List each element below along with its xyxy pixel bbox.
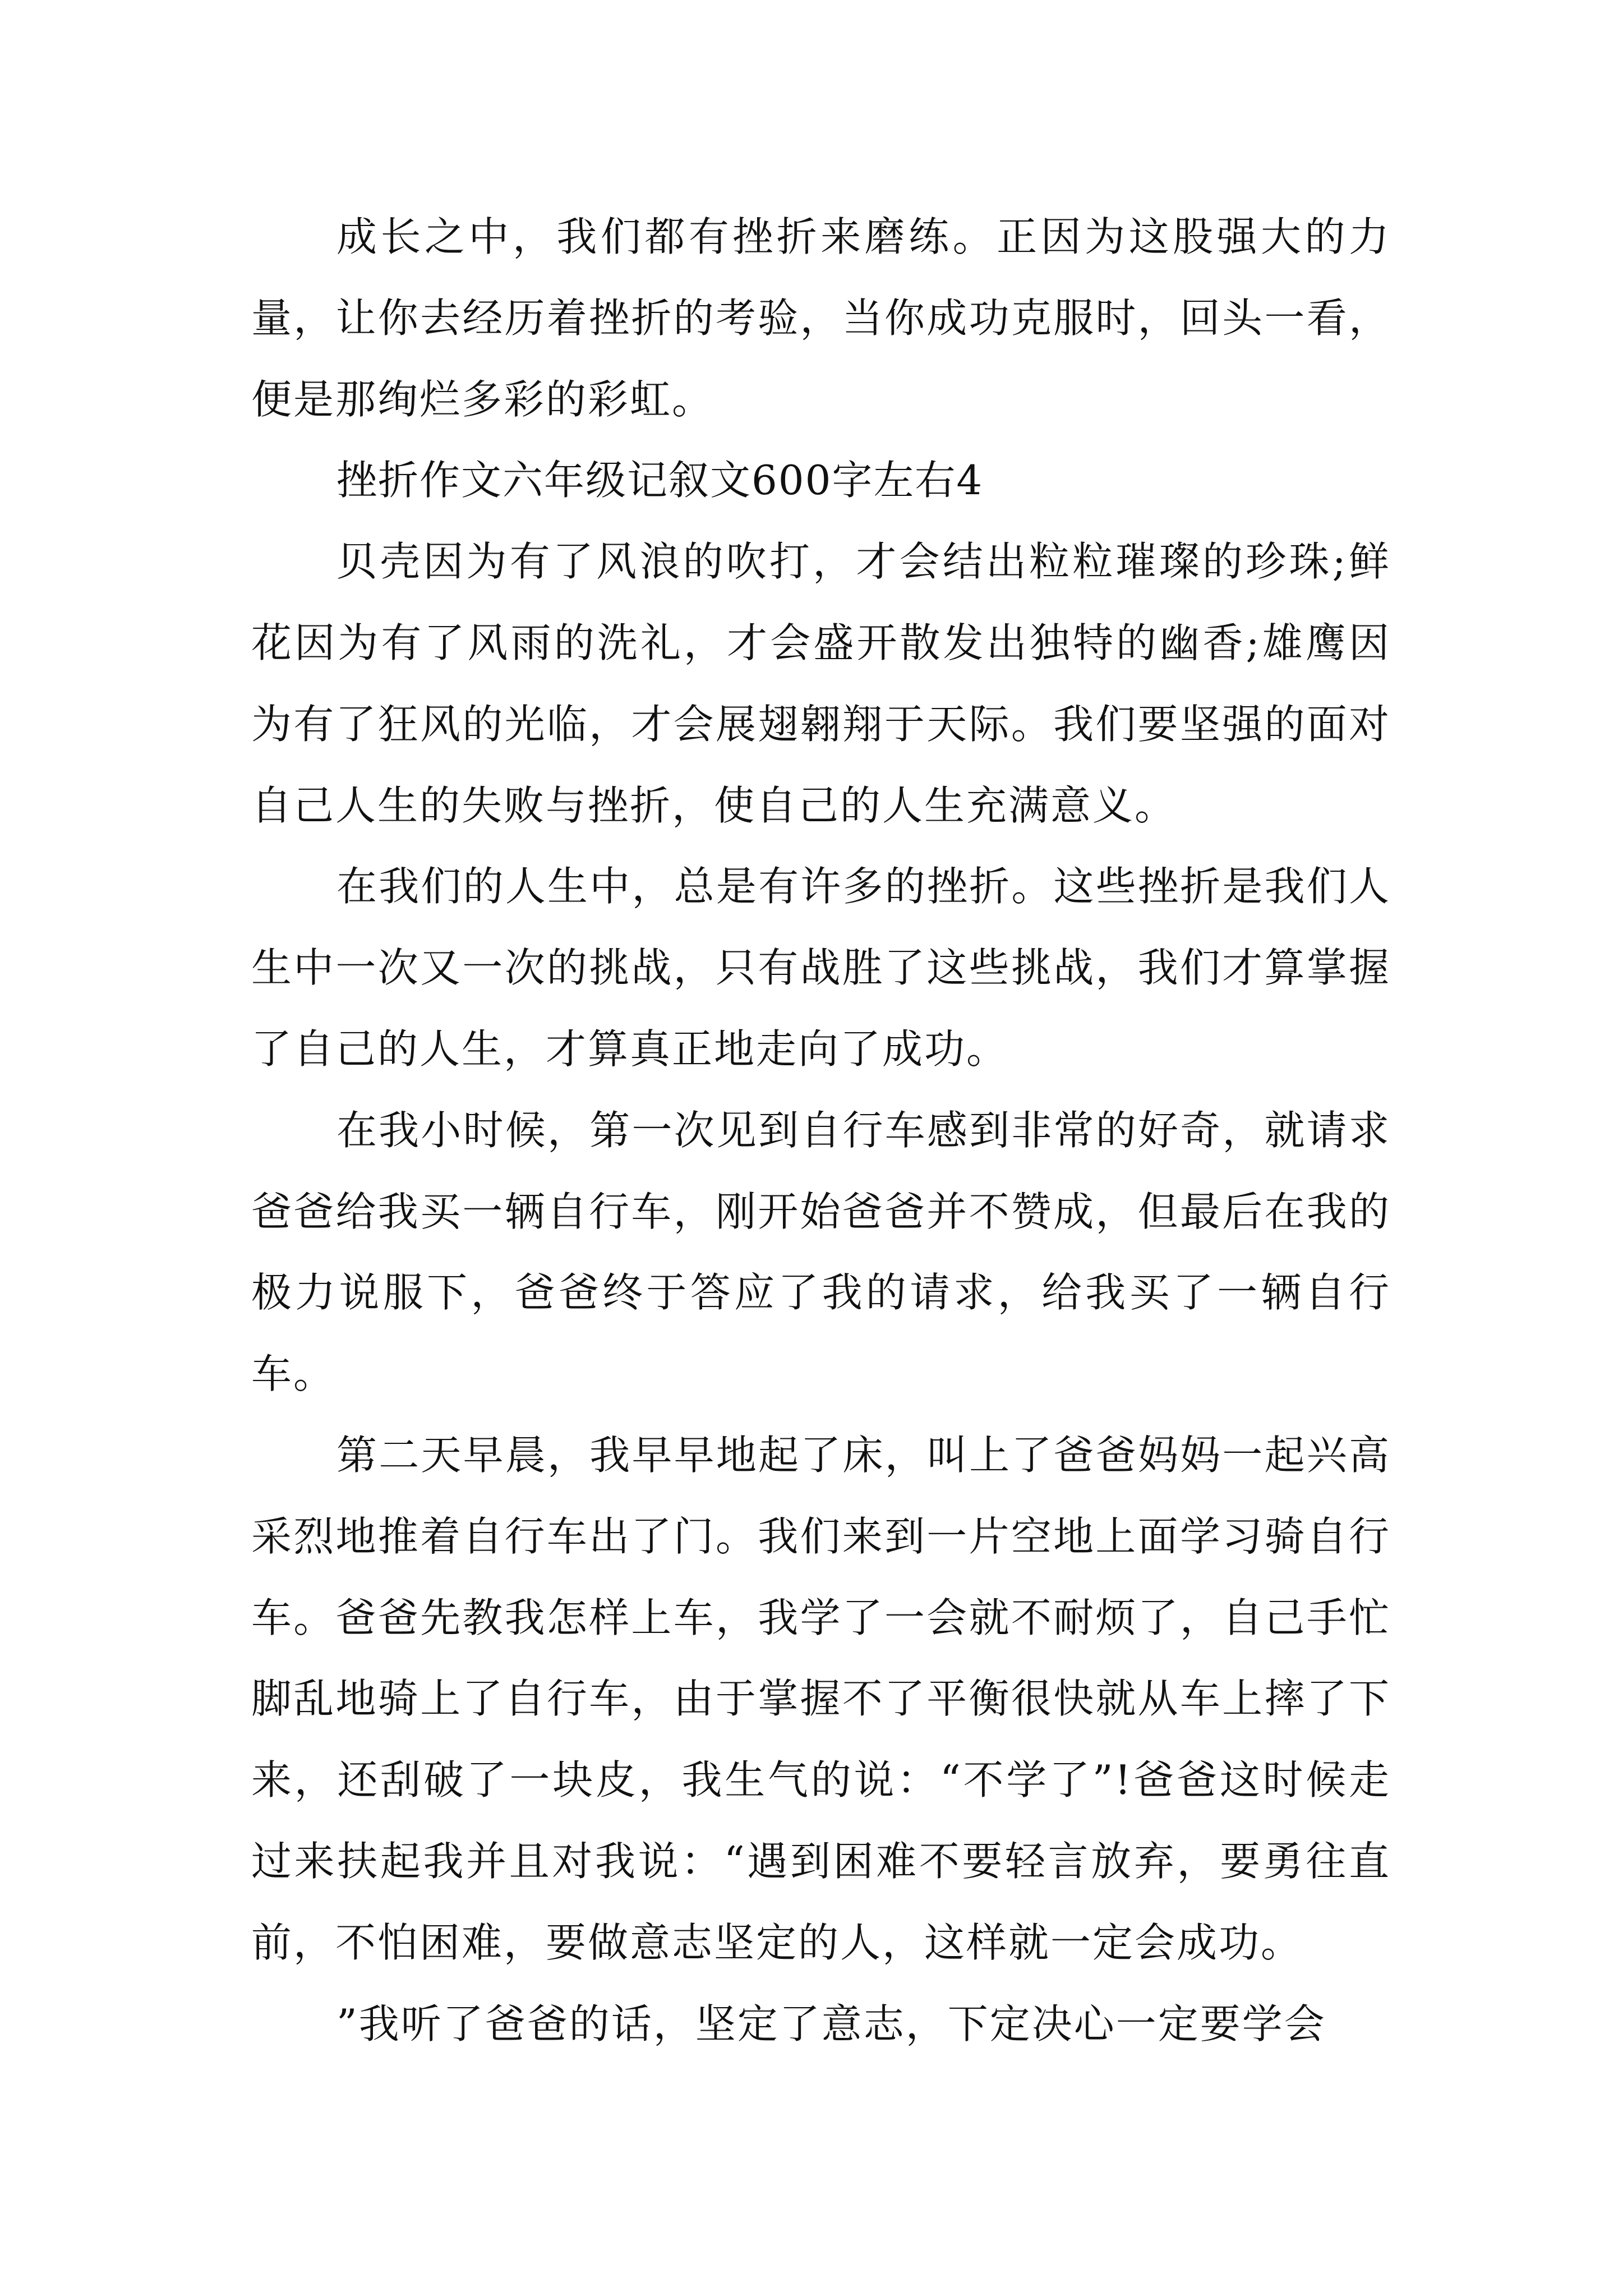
paragraph-shell-flower-eagle: 贝壳因为有了风浪的吹打，才会结出粒粒璀璨的珍珠;鲜花因为有了风雨的洗礼，才会盛开散发出独特的幽香;雄鹰因为有了狂风的光临，才会展翅翱翔于天际。我们要坚强的面对自己人生的失败与挫折，使自己的人生充满意义。: [251, 538, 1391, 829]
paragraph-determination: ”我听了爸爸的话，坚定了意志，下定决心一定要学会: [336, 2000, 1326, 2047]
paragraph-growth-conclusion: 成长之中，我们都有挫折来磨练。正因为这股强大的力量，让你去经历着挫折的考验，当你成功克服时，回头一看，便是那绚烂多彩的彩虹。: [251, 213, 1391, 423]
paragraph-learning-to-ride: 第二天早晨，我早早地起了床，叫上了爸爸妈妈一起兴高采烈地推着自行车出了门。我们来到一片空地上面学习骑自行车。爸爸先教我怎样上车，我学了一会就不耐烦了，自己手忙脚乱地骑上了自行车，由于掌握不了平衡很快就从车上摔了下来，还刮破了一块皮，我生气的说：“不学了”!爸爸这时候走过来扶起我并且对我说：“遇到困难不要轻言放弃，要勇往直前，不怕困难，要做意志坚定的人，这样就一定会成功。: [251, 1431, 1391, 1966]
essay-body: [251, 196, 1391, 2064]
essay-title: 挫折作文六年级记叙文600字左右4: [336, 457, 984, 504]
paragraph-life-challenges: 在我们的人生中，总是有许多的挫折。这些挫折是我们人生中一次又一次的挑战，只有战胜了这些挑战，我们才算掌握了自己的人生，才算真正地走向了成功。: [251, 863, 1391, 1073]
paragraph-bicycle-request: 在我小时候，第一次见到自行车感到非常的好奇，就请求爸爸给我买一辆自行车，刚开始爸爸并不赞成，但最后在我的极力说服下，爸爸终于答应了我的请求，给我买了一辆自行车。: [251, 1106, 1391, 1398]
